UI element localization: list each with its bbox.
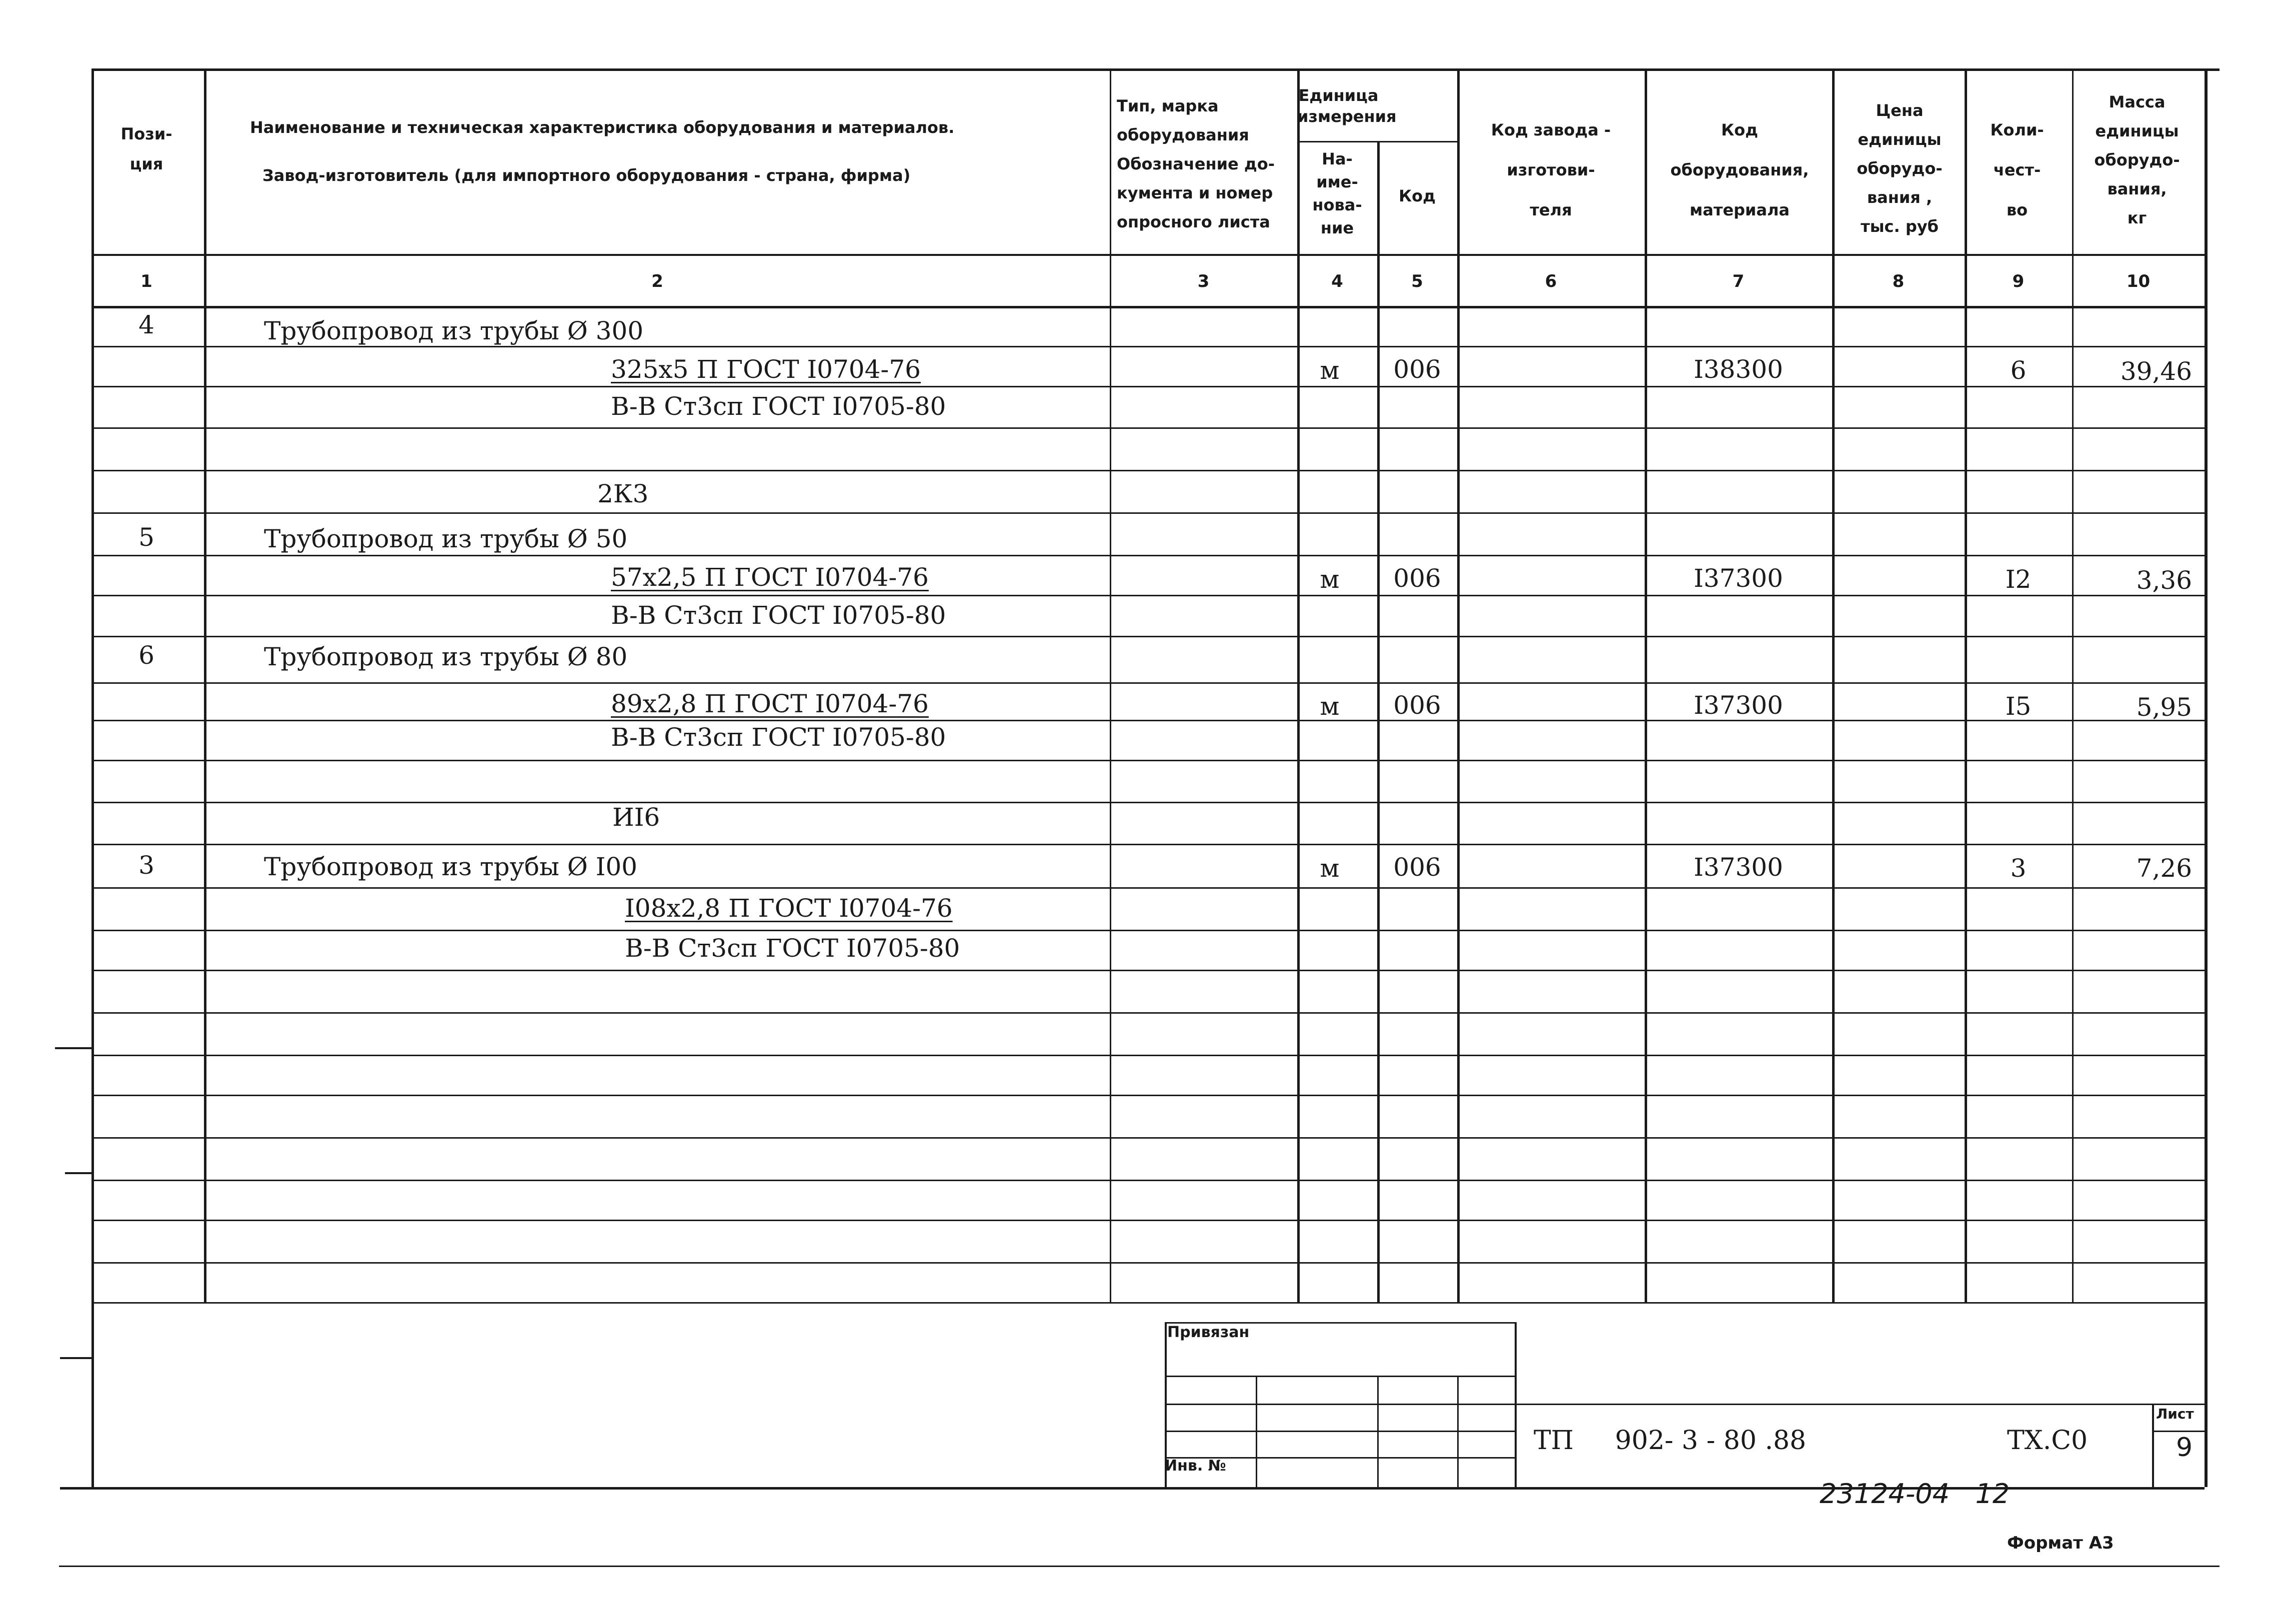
column-number-3: 3 bbox=[1197, 271, 1210, 291]
row-pipe-spec: I08x2,8 П ГОСТ I0704-76 bbox=[625, 894, 953, 923]
row-unit-code: 006 bbox=[1393, 564, 1441, 593]
row-pipe-spec: 57x2,5 П ГОСТ I0704-76 bbox=[611, 563, 929, 592]
column-number-1: 1 bbox=[140, 271, 152, 291]
handwritten-number: 23124-04 12 bbox=[1820, 1478, 2010, 1510]
row-position: 3 bbox=[138, 851, 154, 880]
grid-line-v bbox=[1110, 68, 1111, 1302]
format-label: Формат А3 bbox=[2007, 1533, 2114, 1553]
grid-line-h bbox=[91, 1262, 2205, 1264]
row-mass: 39,46 bbox=[2120, 357, 2192, 386]
attached-label: Привязан bbox=[1167, 1324, 1250, 1341]
grid-line-h bbox=[91, 1220, 2205, 1221]
row-quantity: 6 bbox=[2010, 356, 2027, 385]
grid-line-h bbox=[91, 970, 2205, 971]
row-unit-code: 006 bbox=[1393, 691, 1441, 720]
grid-line-h bbox=[59, 1566, 2220, 1567]
row-position: 4 bbox=[138, 310, 154, 339]
row-material-code: I37300 bbox=[1694, 691, 1783, 720]
grid-line-v bbox=[2152, 1404, 2154, 1487]
grid-line-h bbox=[91, 595, 2205, 596]
row-unit-code: 006 bbox=[1393, 355, 1441, 384]
grid-line-h bbox=[91, 887, 2205, 889]
grid-line-v bbox=[1256, 1376, 1257, 1487]
grid-line-v bbox=[2205, 68, 2208, 1487]
column-number-5: 5 bbox=[1411, 271, 1423, 291]
row-unit-code: 006 bbox=[1393, 853, 1441, 882]
document-code: ТП 902- 3 - 80 .88 bbox=[1534, 1426, 1807, 1456]
column-number-2: 2 bbox=[651, 271, 663, 291]
grid-line-h bbox=[91, 682, 2205, 684]
column-number-10: 10 bbox=[2126, 271, 2151, 291]
sheet-label: Лист bbox=[2156, 1406, 2194, 1422]
row-steel-spec: В-В Ст3сп ГОСТ I0705-80 bbox=[625, 934, 960, 963]
grid-line-v bbox=[1832, 68, 1835, 1302]
row-pipe-spec: 89x2,8 П ГОСТ I0704-76 bbox=[611, 689, 929, 718]
row-mass: 5,95 bbox=[2136, 693, 2192, 722]
grid-line-h bbox=[91, 760, 2205, 761]
grid-line-v bbox=[1457, 68, 1460, 1302]
header-name-line2: Завод-изготовитель (для импортного оборудования - страна, фирма) bbox=[262, 166, 911, 185]
grid-line-v bbox=[1297, 68, 1300, 1302]
row-unit: м bbox=[1320, 565, 1340, 594]
row-item-name: Трубопровод из трубы Ø 50 bbox=[264, 524, 628, 553]
grid-line-h bbox=[91, 844, 2205, 845]
row-material-code: I38300 bbox=[1694, 355, 1783, 384]
header-equipment-code: Код оборудования, материала bbox=[1670, 120, 1809, 219]
header-name-line1: Наименование и техническая характеристика оборудования и материалов. bbox=[250, 118, 955, 137]
row-mass: 7,26 bbox=[2136, 854, 2192, 883]
header-price: Цена единицы оборудо- вания , тыс. руб bbox=[1857, 101, 1943, 236]
header-mass: Масса единицы оборудо- вания, кг bbox=[2094, 92, 2180, 227]
row-quantity: I5 bbox=[2005, 692, 2032, 721]
grid-line-v bbox=[2072, 68, 2074, 1302]
grid-line-h bbox=[91, 427, 2205, 429]
header-quantity: Коли- чест- во bbox=[1990, 120, 2044, 219]
grid-line-h bbox=[91, 930, 2205, 931]
row-mass: 3,36 bbox=[2136, 566, 2192, 595]
grid-line-h bbox=[91, 802, 2205, 803]
column-number-9: 9 bbox=[2012, 271, 2025, 291]
grid-line-h bbox=[91, 1302, 2205, 1304]
row-item-name: Трубопровод из трубы Ø 300 bbox=[264, 316, 644, 345]
grid-line-h bbox=[91, 1012, 2205, 1014]
header-type: Тип, марка оборудования Обозначение до- кумента и номер опросного листа bbox=[1117, 96, 1275, 231]
grid-line-h bbox=[60, 1357, 91, 1359]
grid-line-v bbox=[1645, 68, 1647, 1302]
grid-line-h bbox=[1165, 1431, 1515, 1432]
grid-line-h bbox=[91, 306, 2205, 308]
inventory-number-label: Инв. № bbox=[1165, 1457, 1226, 1475]
row-unit: м bbox=[1320, 692, 1340, 721]
row-position: 6 bbox=[138, 641, 154, 670]
grid-line-h bbox=[91, 254, 2205, 256]
grid-line-h bbox=[1165, 1404, 1515, 1405]
header-unit-group: Единица измерения bbox=[1297, 86, 1397, 126]
grid-line-h bbox=[91, 512, 2205, 514]
grid-line-h bbox=[65, 1172, 91, 1174]
column-number-8: 8 bbox=[1892, 271, 1905, 291]
grid-line-h bbox=[55, 1047, 91, 1049]
grid-line-v bbox=[1377, 1376, 1379, 1487]
grid-line-h bbox=[2152, 1431, 2205, 1432]
section-code: ТХ.С0 bbox=[2007, 1426, 2088, 1456]
row-pipe-spec: 325x5 П ГОСТ I0704-76 bbox=[611, 355, 921, 384]
header-unit-code: Код bbox=[1399, 186, 1436, 205]
row-steel-spec: В-В Ст3сп ГОСТ I0705-80 bbox=[611, 601, 946, 630]
header-unit-name: На- име- нова- ние bbox=[1312, 149, 1362, 237]
grid-line-h bbox=[1165, 1376, 1515, 1377]
grid-line-h bbox=[91, 1180, 2205, 1181]
grid-line-v bbox=[1965, 68, 1967, 1302]
grid-line-h bbox=[91, 470, 2205, 471]
grid-line-v bbox=[1457, 1376, 1459, 1487]
grid-line-h bbox=[91, 1055, 2205, 1056]
column-number-7: 7 bbox=[1732, 271, 1745, 291]
grid-line-h bbox=[91, 1095, 2205, 1096]
row-quantity: I2 bbox=[2005, 565, 2032, 594]
grid-line-h bbox=[91, 68, 2220, 71]
column-number-6: 6 bbox=[1545, 271, 1557, 291]
row-steel-spec: В-В Ст3сп ГОСТ I0705-80 bbox=[611, 392, 946, 421]
row-unit: м bbox=[1320, 854, 1340, 883]
grid-line-h bbox=[91, 1137, 2205, 1139]
grid-line-h bbox=[1515, 1404, 2205, 1405]
grid-line-h bbox=[91, 386, 2205, 387]
grid-line-v bbox=[204, 68, 206, 1302]
row-group-label: 2К3 bbox=[597, 479, 649, 508]
column-number-4: 4 bbox=[1331, 271, 1343, 291]
row-group-label: ИI6 bbox=[612, 803, 660, 832]
row-unit: м bbox=[1320, 356, 1340, 385]
header-position: Пози- ция bbox=[120, 124, 172, 173]
row-item-name: Трубопровод из трубы Ø 80 bbox=[264, 642, 628, 671]
row-quantity: 3 bbox=[2010, 854, 2027, 883]
row-material-code: I37300 bbox=[1694, 853, 1783, 882]
grid-line-h bbox=[91, 720, 2205, 721]
header-manufacturer-code: Код завода - изготови- теля bbox=[1491, 120, 1611, 219]
row-item-name: Трубопровод из трубы Ø I00 bbox=[264, 852, 637, 881]
grid-line-h bbox=[91, 636, 2205, 637]
row-position: 5 bbox=[138, 523, 154, 552]
row-material-code: I37300 bbox=[1694, 564, 1783, 593]
sheet-number: 9 bbox=[2176, 1433, 2193, 1463]
row-steel-spec: В-В Ст3сп ГОСТ I0705-80 bbox=[611, 723, 946, 752]
